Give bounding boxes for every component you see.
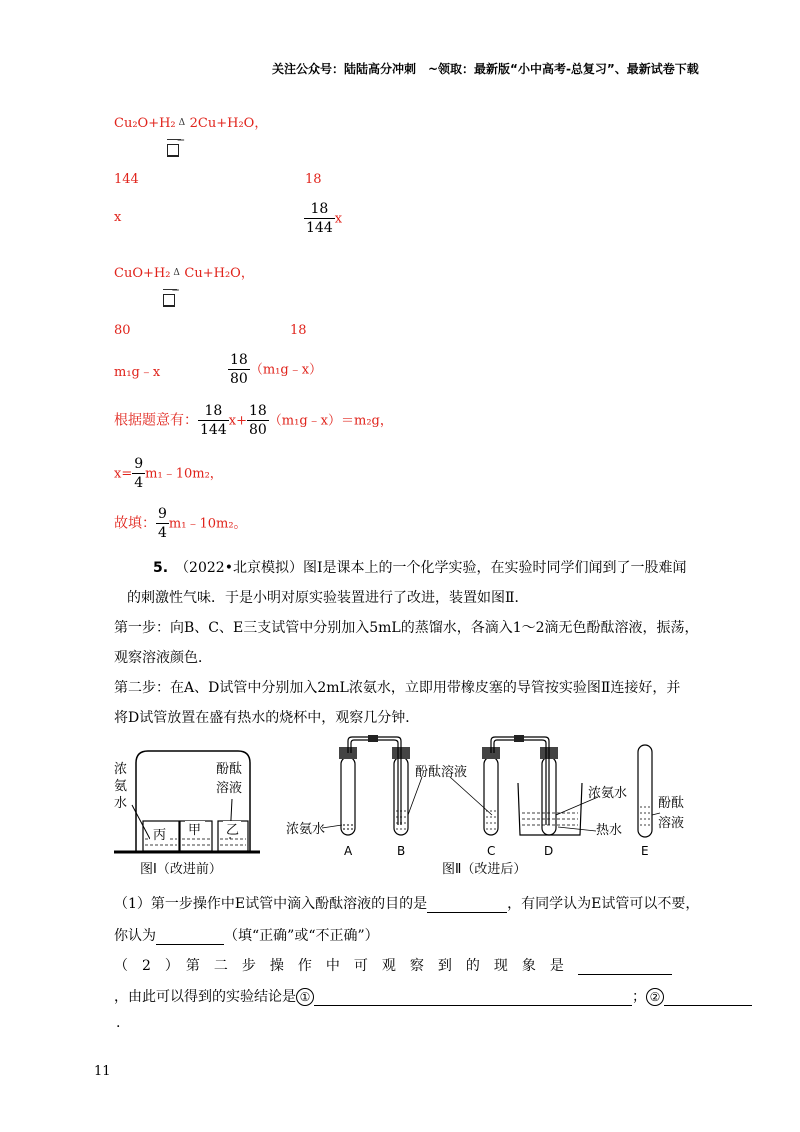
heat-symbol: Δ xyxy=(173,268,180,278)
fraction-denominator: 80 xyxy=(248,422,267,438)
page-header: 关注公众号：陆陆高分冲刺 ~领取：最新版“小中高考-总复习”、最新试卷下载 xyxy=(272,62,699,76)
tube-label-a: A xyxy=(344,844,353,858)
page-number: 11 xyxy=(94,1064,111,1079)
fig1-label-bing: 丙 xyxy=(153,828,167,843)
fig2-caption: 图Ⅱ（改进后） xyxy=(442,862,527,877)
fraction-numerator: 18 xyxy=(304,200,335,219)
subquestion-1-line-2 xyxy=(114,925,379,945)
question-5-line-2: 的刺激性气味．于是小明对原实验装置进行了改进，装置如图Ⅱ． xyxy=(127,590,529,606)
row5-prefix: 根据题意有： xyxy=(114,412,198,429)
eq1-rhs: 2Cu+H₂O， xyxy=(189,116,268,131)
equation-cuo: CuO+H₂ Δ ‗ Cu+H₂O， xyxy=(114,266,254,292)
q2-text-b: ，由此可以得到的实验结论是 xyxy=(114,989,296,1005)
subquestion-2-end: . xyxy=(116,1015,121,1031)
row7-suffix: m₁﹣10m₂。 xyxy=(168,516,247,532)
question-text: （2022•北京模拟）图Ⅰ是课本上的一个化学实验，在实验时同学们闻到了一股难闻 xyxy=(182,560,687,576)
equation-row-5 xyxy=(114,402,393,439)
fraction-denominator: 4 xyxy=(158,525,167,541)
row5-suffix: （m₁g﹣x）＝m₂g， xyxy=(268,413,393,429)
fig2-phenol-label: 酚酞溶液 xyxy=(415,765,468,780)
ratio-row-4-left: m₁g﹣x xyxy=(114,365,161,380)
q2-separator: ； xyxy=(632,989,646,1005)
tube-label-b: B xyxy=(397,844,406,858)
eq2-rhs: Cu+H₂O， xyxy=(184,266,254,281)
row6-suffix: m₁﹣10m₂， xyxy=(145,466,223,482)
fraction-numerator: 18 xyxy=(230,352,248,368)
equation-box-icon xyxy=(167,139,181,161)
fraction-denominator: 144 xyxy=(200,422,227,438)
fig1-label-yi: 乙 xyxy=(226,823,240,838)
equation-row-6 xyxy=(114,455,223,492)
eq1-lhs: Cu₂O+H₂ xyxy=(114,116,176,131)
eq2-lhs: CuO+H₂ xyxy=(114,266,171,281)
circle-number-2: ② xyxy=(646,988,664,1006)
question-5-line-1 xyxy=(153,557,686,577)
fraction-denominator: 144 xyxy=(306,220,333,236)
fig1-ammonia-3: 水 xyxy=(114,796,128,811)
step-1-line-1: 第一步：向B、C、E三支试管中分别加入5mL的蒸馏水，各滴入1～2滴无色酚酞溶液，振荡， xyxy=(114,620,699,636)
equation-cu2o: Cu₂O+H₂ Δ ‗ 2Cu+H₂O， xyxy=(114,116,268,142)
experiment-figure xyxy=(110,735,690,883)
subquestion-2-line-2 xyxy=(114,986,752,1006)
fig1-phenol-2: 溶液 xyxy=(216,781,243,796)
q1-text-a: （1）第一步操作中E试管中滴入酚酞溶液的目的是 xyxy=(114,896,428,912)
answer-blank-q1-purpose[interactable] xyxy=(427,896,507,913)
answer-blank-q2-phenomenon[interactable] xyxy=(578,958,672,975)
fraction-numerator: 18 xyxy=(248,403,267,419)
answer-blank-q1-opinion[interactable] xyxy=(156,928,224,945)
row7-prefix: 故填： xyxy=(114,515,156,532)
tube-label-c: C xyxy=(487,844,496,858)
ratio-row-3-left: 80 xyxy=(114,323,131,338)
fraction-numerator: 18 xyxy=(198,402,229,421)
subquestion-2-line-1 xyxy=(114,955,672,975)
q2-text-a: （ 2 ） 第 二 步 操 作 中 可 观 察 到 的 现 象 是 xyxy=(114,958,564,974)
fig2-hot-water: 热水 xyxy=(596,823,623,838)
equation-row-7 xyxy=(114,505,247,542)
fraction-denominator: 4 xyxy=(134,475,144,491)
fraction-denominator: 80 xyxy=(230,371,248,387)
ratio-row-2-expr xyxy=(304,200,342,237)
tube-label-d: D xyxy=(544,844,554,858)
circle-number-1: ① xyxy=(296,988,314,1006)
step-2-line-1: 第二步：在A、D试管中分别加入2mL浓氨水，立即用带橡皮塞的导管按实验图Ⅱ连接好，并 xyxy=(114,680,681,696)
fig2-phenol-e-1: 酚酞 xyxy=(658,796,685,811)
q1-text-b: ，有同学认为E试管可以不要， xyxy=(507,896,700,912)
ratio-row-4-suffix: （m₁g﹣x） xyxy=(249,362,323,378)
subquestion-1-line-1 xyxy=(114,893,699,913)
fig2-phenol-e-2: 溶液 xyxy=(658,816,685,831)
ratio-row-1-left: 144 xyxy=(114,172,139,187)
row6-prefix: x= xyxy=(114,466,133,482)
fig2-conc-ammonia-right: 浓氨水 xyxy=(588,786,628,801)
tube-label-e: E xyxy=(641,844,649,858)
step-2-line-2: 将D试管放置在盛有热水的烧杯中，观察几分钟． xyxy=(114,710,420,726)
fig1-ammonia-2: 氨 xyxy=(114,779,128,794)
heat-symbol: Δ xyxy=(178,118,186,128)
fig1-caption: 图Ⅰ（改进前） xyxy=(140,862,222,877)
fig1-label-jia: 甲 xyxy=(188,823,202,838)
answer-blank-q2-conclusion-1[interactable] xyxy=(314,989,632,1006)
row5-mid: x+ xyxy=(228,413,247,429)
q1-text-c: 你认为 xyxy=(114,928,156,944)
ratio-row-4-expr xyxy=(228,351,322,388)
ratio-row-3-right: 18 xyxy=(290,323,307,338)
step-1-line-2: 观察溶液颜色． xyxy=(114,650,212,666)
fig1-ammonia-1: 浓 xyxy=(114,762,128,777)
ratio-row-1-right: 18 xyxy=(305,172,322,187)
fraction-numerator: 9 xyxy=(134,456,144,472)
figure-1-apparatus xyxy=(110,751,260,877)
fig1-phenol-1: 酚酞 xyxy=(216,762,243,777)
ratio-row-2-suffix: x xyxy=(334,211,343,227)
q1-text-d: （填“正确”或“不正确”） xyxy=(224,928,379,944)
figure-2-apparatus xyxy=(286,735,684,877)
answer-blank-q2-conclusion-2[interactable] xyxy=(664,989,752,1006)
question-number: 5. xyxy=(153,560,169,576)
equation-box-icon xyxy=(163,289,177,311)
ratio-row-2-left: x xyxy=(114,210,122,225)
fraction-numerator: 9 xyxy=(158,506,167,522)
fig2-conc-ammonia-left: 浓氨水 xyxy=(286,822,326,837)
